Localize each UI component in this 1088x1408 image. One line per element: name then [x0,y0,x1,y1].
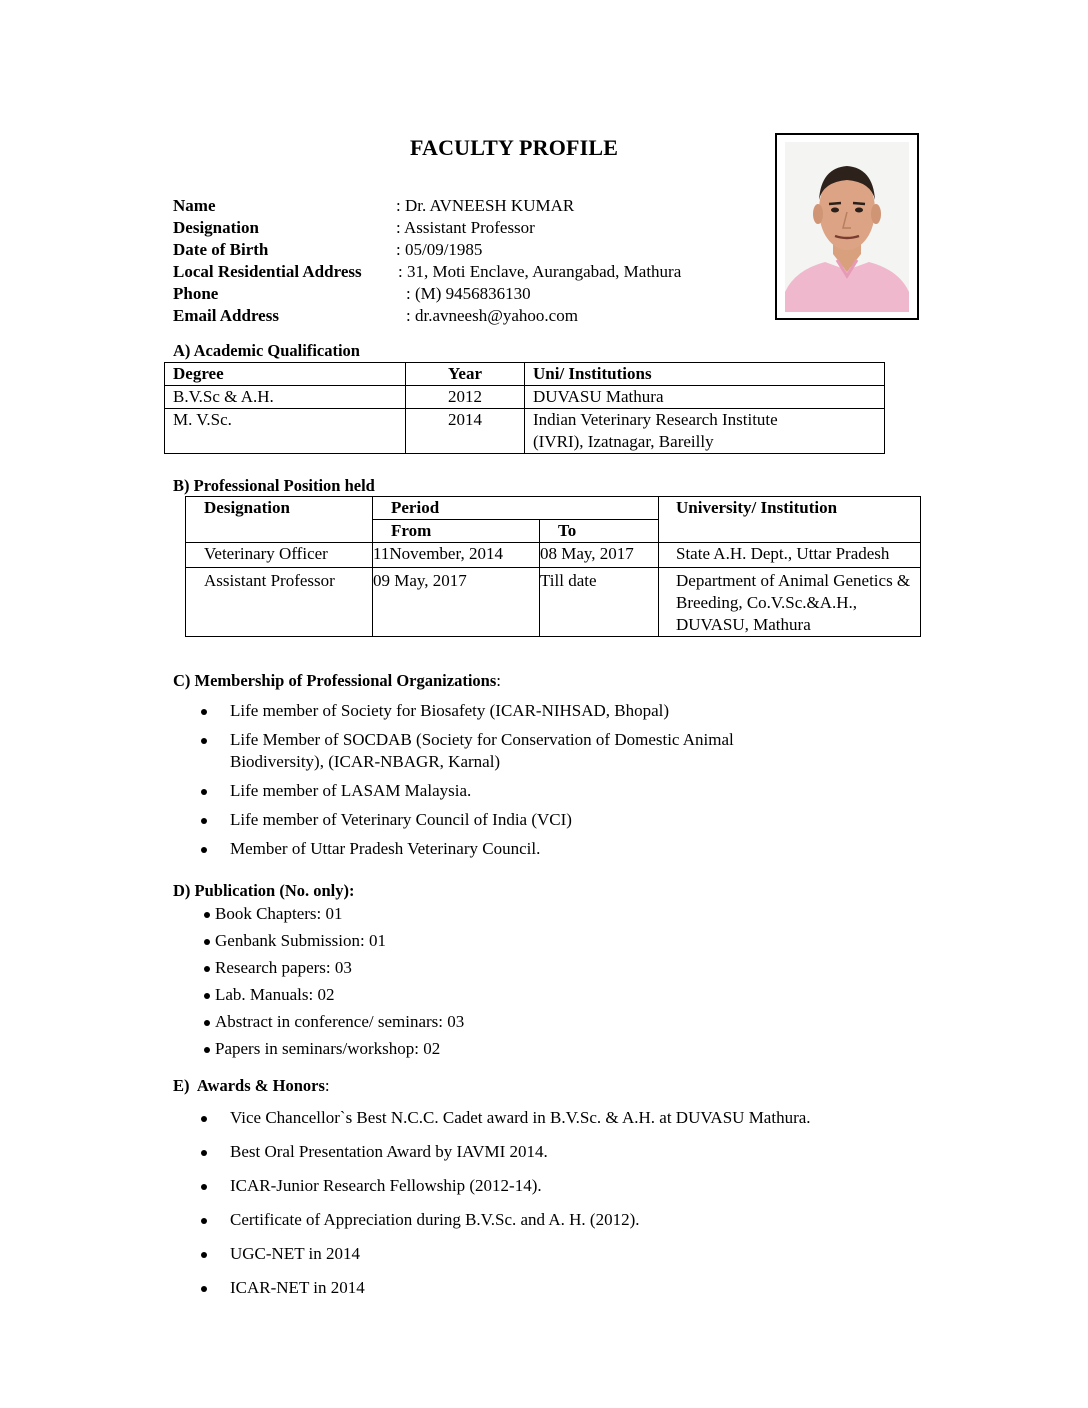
list-item-text: Research papers: 03 [215,958,352,977]
bullet-icon [201,709,207,715]
table-header-row [186,497,921,520]
designation-cell: Veterinary Officer [186,543,373,568]
list-item-text: Vice Chancellor`s Best N.C.C. Cadet award in B.V.Sc. & A.H. at DUVASU Mathura. [230,1108,811,1127]
email-value: : dr.avneesh@yahoo.com [406,306,578,325]
portrait-image [785,142,909,312]
institution-cell: State A.H. Dept., Uttar Pradesh [659,543,921,568]
bullet-icon [201,1218,207,1224]
list-item-text: Certificate of Appreciation during B.V.Sc. and A. H. (2012). [230,1210,640,1229]
institution-cell: DUVASU Mathura [525,386,885,409]
col-year: Year [406,363,525,386]
designation-label: Designation [173,218,259,237]
list-item [173,1011,673,1038]
profile-photo [775,133,919,320]
col-institution: Uni/ Institutions [525,363,885,386]
bullet-icon [201,1150,207,1156]
col-designation: Designation [186,497,373,543]
bullet-icon [201,1252,207,1258]
list-item-text: ICAR-NET in 2014 [230,1278,365,1297]
bullet-icon [204,966,210,972]
phone-label: Phone [173,284,219,303]
address-label: Local Residential Address [173,262,362,281]
from-cell: 11November, 2014 [373,543,540,568]
list-item [173,700,853,722]
list-item [173,1175,933,1197]
name-label: Name [173,196,216,215]
list-item [173,809,853,831]
name-value: : Dr. AVNEESH KUMAR [396,196,575,215]
bullet-icon [204,939,210,945]
list-item-text: Life Member of SOCDAB (Society for Conservation of Domestic Animal Biodiversity), (ICAR-NBAGR, Karnal) [230,730,734,771]
from-cell: 09 May, 2017 [373,568,540,637]
dob-value: : 05/09/1985 [396,240,483,259]
membership-list [173,700,853,860]
list-item-text: Genbank Submission: 01 [215,931,386,950]
awards-heading-colon: : [324,1076,330,1095]
list-item [173,838,853,860]
col-from: From [373,520,540,543]
col-degree: Degree [165,363,406,386]
awards-list [173,1107,933,1299]
bullet-icon [201,847,207,853]
bullet-icon [204,1047,210,1053]
academic-table [164,362,885,454]
list-item-text: ICAR-Junior Research Fellowship (2012-14). [230,1176,542,1195]
table-row [186,543,921,568]
table-row [165,386,885,409]
institution-cell: Indian Veterinary Research Institute (IVRI), Izatnagar, Bareilly [525,409,885,454]
list-item [173,1038,673,1065]
membership-heading-colon: : [496,671,501,690]
bullet-icon [201,1116,207,1122]
page-title: FACULTY PROFILE [410,135,619,160]
col-period: Period [373,497,659,520]
list-item [173,957,673,984]
phone-value: : (M) 9456836130 [406,284,531,303]
publication-heading: D) Publication (No. only): [173,881,355,900]
positions-heading: B) Professional Position held [173,476,375,495]
year-cell: 2012 [406,386,525,409]
membership-heading-wrap [173,671,501,691]
year-cell: 2014 [406,409,525,454]
list-item [173,903,673,930]
email-label: Email Address [173,306,279,325]
list-item-text: Life member of Veterinary Council of India (VCI) [230,810,572,829]
col-university: University/ Institution [659,497,921,543]
list-item [173,1209,933,1231]
list-item-text: Member of Uttar Pradesh Veterinary Council. [230,839,541,858]
designation-value: : Assistant Professor [396,218,535,237]
bullet-icon [201,1184,207,1190]
list-item [173,729,853,773]
list-item-text: Best Oral Presentation Award by IAVMI 2014. [230,1142,548,1161]
designation-cell: Assistant Professor [186,568,373,637]
awards-heading-wrap [173,1076,330,1096]
list-item-text: Book Chapters: 01 [215,904,343,923]
awards-heading: E) Awards & Honors [173,1076,325,1095]
list-item [173,1141,933,1163]
list-item [173,1107,933,1129]
table-header-row [165,363,885,386]
membership-heading: C) Membership of Professional Organizations [173,671,497,690]
academic-heading: A) Academic Qualification [173,341,360,360]
col-to: To [540,520,659,543]
to-cell: 08 May, 2017 [540,543,659,568]
address-value: : 31, Moti Enclave, Aurangabad, Mathura [398,262,682,281]
to-cell: Till date [540,568,659,637]
positions-table [185,496,921,637]
degree-cell: B.V.Sc & A.H. [165,386,406,409]
list-item-text: UGC-NET in 2014 [230,1244,361,1263]
list-item-text: Life member of LASAM Malaysia. [230,781,472,800]
bullet-icon [201,789,207,795]
list-item-text: Life member of Society for Biosafety (ICAR-NIHSAD, Bhopal) [230,701,670,720]
bullet-icon [201,738,207,744]
list-item-text: Abstract in conference/ seminars: 03 [215,1012,465,1031]
degree-cell: M. V.Sc. [165,409,406,454]
publication-list [173,903,673,1065]
list-item [173,984,673,1011]
list-item [173,1277,933,1299]
list-item [173,780,853,802]
bullet-icon [204,993,210,999]
list-item [173,930,673,957]
list-item [173,1243,933,1265]
bullet-icon [201,1286,207,1292]
table-row [186,568,921,637]
list-item-text: Lab. Manuals: 02 [215,985,335,1004]
list-item-text: Papers in seminars/workshop: 02 [215,1039,441,1058]
bullet-icon [201,818,207,824]
bullet-icon [204,1020,210,1026]
table-row [165,409,885,454]
institution-cell: Department of Animal Genetics & Breeding, Co.V.Sc.&A.H., DUVASU, Mathura [659,568,921,637]
bullet-icon [204,912,210,918]
dob-label: Date of Birth [173,240,269,259]
